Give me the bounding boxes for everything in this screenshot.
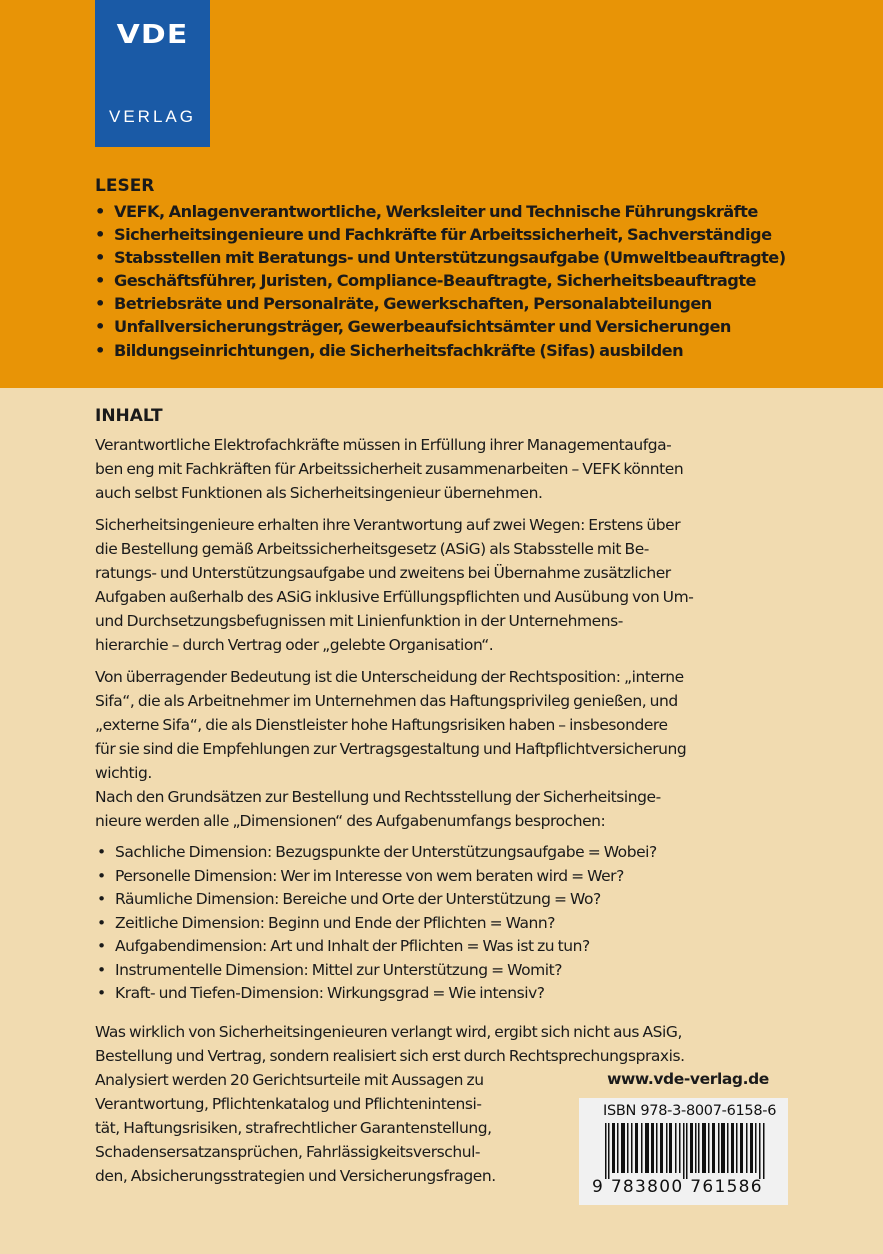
leser-item: • Bildungseinrichtungen, die Sicherheitsfachkräfte (Sifas) ausbilden bbox=[95, 339, 855, 362]
isbn-barcode bbox=[579, 1098, 788, 1205]
publisher-website-link[interactable]: www.vde-verlag.de bbox=[607, 1070, 769, 1088]
text-line: die Bestellung gemäß Arbeitssicherheitsgesetz (ASiG) als Stabsstelle mit Be- bbox=[95, 540, 649, 558]
inhalt-paragraph-2 bbox=[95, 513, 805, 657]
text-line: wichtig. bbox=[95, 764, 152, 782]
text-line: Aufgaben außerhalb des ASiG inklusive Erfüllungspflichten und Ausübung von Um- bbox=[95, 588, 694, 606]
text-line: auch selbst Funktionen als Sicherheitsingenieur übernehmen. bbox=[95, 484, 543, 502]
text-line: ratungs- und Unterstützungsaufgabe und zweitens bei Übernahme zusätzlicher bbox=[95, 564, 671, 582]
text-line: Was wirklich von Sicherheitsingenieuren verlangt wird, ergibt sich nicht aus ASiG, bbox=[95, 1022, 682, 1041]
dimension-item: • Kraft- und Tiefen-Dimension: Wirkungsgrad = Wie intensiv? bbox=[95, 982, 805, 1006]
text-line: Schadensersatzansprüchen, Fahrlässigkeitsverschul- bbox=[95, 1142, 481, 1161]
inhalt-paragraph-1 bbox=[95, 433, 805, 505]
dimension-item: • Räumliche Dimension: Bereiche und Orte der Unterstützung = Wo? bbox=[95, 888, 805, 912]
inhalt-heading: INHALT bbox=[95, 406, 163, 426]
inhalt-paragraph-3 bbox=[95, 665, 805, 785]
leser-item: • Betriebsräte und Personalräte, Gewerkschaften, Personalabteilungen bbox=[95, 292, 855, 315]
target-readers-section bbox=[95, 176, 855, 362]
leser-item: • Geschäftsführer, Juristen, Compliance-Beauftragte, Sicherheitsbeauftragte bbox=[95, 269, 855, 292]
text-line: Sicherheitsingenieure erhalten ihre Verantwortung auf zwei Wegen: Erstens über bbox=[95, 516, 681, 534]
text-line: Von überragender Bedeutung ist die Unterscheidung der Rechtsposition: „interne bbox=[95, 668, 684, 686]
leser-list bbox=[95, 200, 855, 362]
dimension-item: • Sachliche Dimension: Bezugspunkte der Unterstützungsaufgabe = Wobei? bbox=[95, 841, 805, 865]
leser-item: • Unfallversicherungsträger, Gewerbeaufsichtsämter und Versicherungen bbox=[95, 315, 855, 338]
leser-heading: LESER bbox=[95, 176, 155, 196]
text-line: nieure werden alle „Dimensionen“ des Aufgabenumfangs besprochen: bbox=[95, 812, 606, 830]
dimension-item: • Personelle Dimension: Wer im Interesse von wem beraten wird = Wer? bbox=[95, 865, 805, 889]
leser-item: • VEFK, Anlagenverantwortliche, Werksleiter und Technische Führungskräfte bbox=[95, 200, 855, 223]
isbn-label: ISBN 978-3-8007-6158-6 bbox=[603, 1103, 777, 1119]
barcode-digits: 9 783800 761586 bbox=[592, 1177, 763, 1197]
logo-vde-text: VDE bbox=[116, 20, 189, 50]
text-line: Bestellung und Vertrag, sondern realisiert sich erst durch Rechtsprechungspraxis. bbox=[95, 1046, 685, 1065]
text-line: und Durchsetzungsbefugnissen mit Linienfunktion in der Unternehmens- bbox=[95, 612, 623, 630]
text-line: Nach den Grundsätzen zur Bestellung und Rechtsstellung der Sicherheitsinge- bbox=[95, 788, 661, 806]
dimensions-list bbox=[95, 841, 805, 1006]
text-line: Analysiert werden 20 Gerichtsurteile mit Aussagen zu bbox=[95, 1070, 484, 1089]
dimension-item: • Instrumentelle Dimension: Mittel zur Unterstützung = Womit? bbox=[95, 959, 805, 983]
text-line: für sie sind die Empfehlungen zur Vertragsgestaltung und Haftpflichtversicherung bbox=[95, 740, 687, 758]
text-line: Verantwortung, Pflichtenkatalog und Pflichtenintensi- bbox=[95, 1094, 482, 1113]
text-line: Sifa“, die als Arbeitnehmer im Unternehmen das Haftungsprivileg genießen, und bbox=[95, 692, 678, 710]
logo-verlag-text: VERLAG bbox=[109, 107, 196, 126]
leser-item: • Stabsstellen mit Beratungs- und Unterstützungsaufgabe (Umweltbeauftragte) bbox=[95, 246, 855, 269]
barcode-icon bbox=[605, 1123, 770, 1179]
vde-verlag-logo bbox=[95, 0, 210, 147]
text-line: ben eng mit Fachkräften für Arbeitssicherheit zusammenarbeiten – VEFK könnten bbox=[95, 460, 684, 478]
text-line: tät, Haftungsrisiken, strafrechtlicher Garantenstellung, bbox=[95, 1118, 492, 1137]
text-line: Verantwortliche Elektrofachkräfte müssen in Erfüllung ihrer Managementaufga- bbox=[95, 436, 672, 454]
text-line: „externe Sifa“, die als Dienstleister hohe Haftungsrisiken haben – insbesondere bbox=[95, 716, 668, 734]
text-line: hierarchie – durch Vertrag oder „gelebte Organisation“. bbox=[95, 636, 494, 654]
inhalt-paragraph-4 bbox=[95, 785, 805, 833]
dimension-item: • Aufgabendimension: Art und Inhalt der Pflichten = Was ist zu tun? bbox=[95, 935, 805, 959]
dimension-item: • Zeitliche Dimension: Beginn und Ende der Pflichten = Wann? bbox=[95, 912, 805, 936]
leser-item: • Sicherheitsingenieure und Fachkräfte für Arbeitssicherheit, Sachverständige bbox=[95, 223, 855, 246]
text-line: den, Absicherungsstrategien und Versicherungsfragen. bbox=[95, 1166, 496, 1185]
